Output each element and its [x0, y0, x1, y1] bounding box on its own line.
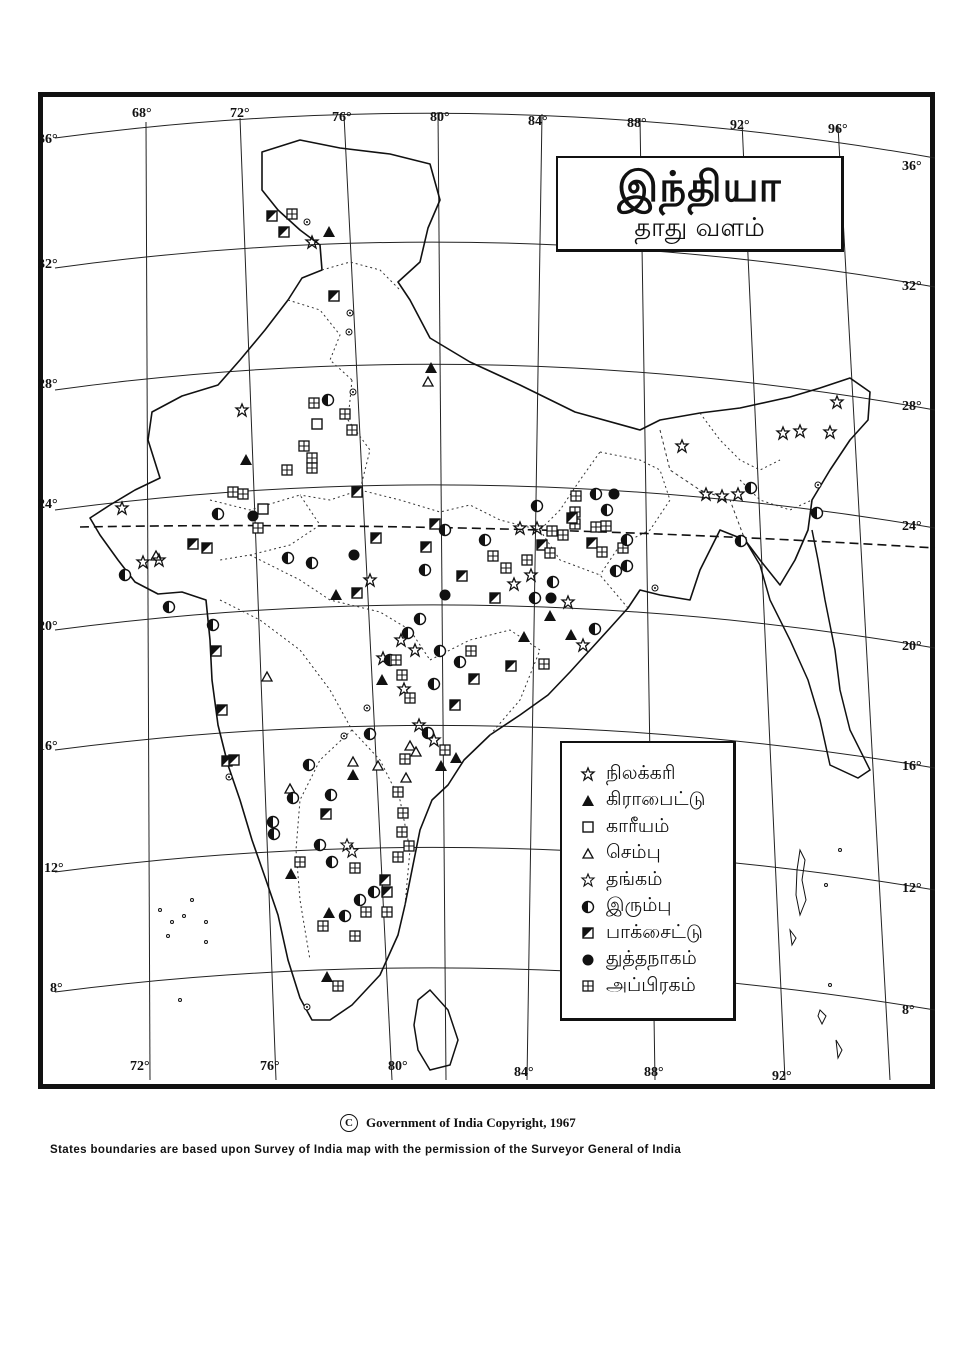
lat-label: 36° — [38, 132, 58, 147]
bauxite-marker — [371, 533, 381, 543]
town-marker — [304, 219, 310, 225]
lon-label: 68° — [132, 106, 152, 121]
iron-marker — [269, 829, 280, 840]
mica-marker — [466, 646, 476, 656]
lon-label: 88° — [644, 1065, 664, 1080]
iron-marker — [365, 729, 376, 740]
lat-label: 24° — [902, 519, 922, 534]
bauxite-marker — [421, 542, 431, 552]
graphite-marker — [376, 674, 388, 685]
town-marker — [815, 482, 821, 488]
iron-marker — [455, 657, 466, 668]
mica-marker — [591, 522, 601, 532]
mica-marker — [571, 491, 581, 501]
lat-label: 24° — [38, 497, 58, 512]
graphite-marker — [321, 971, 333, 982]
lon-label: 72° — [130, 1059, 150, 1074]
coal-marker — [531, 522, 543, 534]
mica-marker — [307, 453, 317, 463]
copyright-icon: C — [340, 1114, 358, 1132]
mica-marker — [391, 655, 401, 665]
lat-label: 20° — [38, 619, 58, 634]
coal-marker — [794, 425, 806, 437]
mica-marker — [393, 852, 403, 862]
iron-icon — [580, 899, 596, 915]
iron-marker — [622, 561, 633, 572]
legend-label: பாக்சைட்டு — [606, 920, 703, 943]
legend-label: தங்கம் — [606, 867, 663, 890]
east-region-outline — [745, 530, 870, 778]
bauxite-marker — [267, 211, 277, 221]
graphite-marker — [518, 631, 530, 642]
mica-marker — [382, 907, 392, 917]
legend-item-gold — [562, 867, 733, 894]
sri-lanka-outline — [414, 990, 458, 1070]
islands — [159, 849, 843, 1059]
copper-marker — [262, 672, 272, 681]
iron-marker — [208, 620, 219, 631]
mica-marker — [309, 398, 319, 408]
mica-marker — [333, 981, 343, 991]
lat-label: 8° — [50, 981, 63, 996]
legend — [560, 741, 736, 1021]
lat-label: 36° — [902, 159, 922, 174]
coal-marker — [716, 490, 728, 502]
iron-marker — [480, 535, 491, 546]
coal-marker — [514, 522, 526, 534]
coal-marker — [508, 578, 520, 590]
town-marker — [346, 329, 352, 335]
iron-marker — [812, 508, 823, 519]
graphite-marker — [565, 629, 577, 640]
coal-marker — [116, 502, 128, 514]
town-marker — [364, 705, 370, 711]
lat-label: 32° — [902, 279, 922, 294]
mica-marker — [397, 670, 407, 680]
mica-marker — [361, 907, 371, 917]
left-latitude-labels — [38, 132, 64, 996]
zinc-marker — [546, 593, 557, 604]
coal-marker — [306, 236, 318, 248]
mica-marker — [539, 659, 549, 669]
iron-marker — [435, 646, 446, 657]
iron-marker — [307, 558, 318, 569]
legend-item-graphite — [562, 788, 733, 815]
iron-marker — [591, 489, 602, 500]
mica-marker — [228, 487, 238, 497]
iron-marker — [611, 566, 622, 577]
graphite-marker — [285, 868, 297, 879]
zinc-icon — [580, 952, 596, 968]
iron-marker — [164, 602, 175, 613]
iron-marker — [369, 887, 380, 898]
iron-marker — [120, 570, 131, 581]
bauxite-marker — [352, 487, 362, 497]
bauxite-marker — [321, 809, 331, 819]
town-marker — [652, 585, 658, 591]
mica-marker — [340, 409, 350, 419]
legend-item-bauxite — [562, 920, 733, 947]
bauxite-marker — [450, 700, 460, 710]
town-marker — [341, 733, 347, 739]
copper-marker — [423, 377, 433, 386]
legend-label: நிலக்கரி — [606, 761, 676, 784]
mica-marker — [299, 441, 309, 451]
mica-marker — [398, 808, 408, 818]
lead-marker — [312, 419, 322, 429]
mica-marker — [295, 857, 305, 867]
bauxite-marker — [382, 887, 392, 897]
india-outline — [90, 140, 870, 1020]
mica-marker — [488, 551, 498, 561]
zinc-marker — [248, 511, 259, 522]
legend-label: இரும்பு — [606, 894, 672, 917]
iron-marker — [602, 505, 613, 516]
lon-label: 72° — [230, 106, 250, 121]
lon-label: 80° — [388, 1059, 408, 1074]
coal-marker — [409, 644, 421, 656]
mica-marker — [601, 521, 611, 531]
mica-icon — [580, 978, 596, 994]
legend-label: கிராபைட்டு — [606, 788, 706, 811]
iron-marker — [323, 395, 334, 406]
graphite-marker — [544, 610, 556, 621]
mica-marker — [545, 548, 555, 558]
bauxite-marker — [217, 705, 227, 715]
lon-label: 84° — [514, 1065, 534, 1080]
legend-label: துத்தநாகம் — [606, 947, 697, 970]
bauxite-marker — [506, 661, 516, 671]
town-marker — [350, 389, 356, 395]
zinc-marker — [440, 590, 451, 601]
iron-marker — [440, 525, 451, 536]
graphite-marker — [323, 226, 335, 237]
legend-item-copper — [562, 841, 733, 868]
iron-marker — [288, 793, 299, 804]
lat-label: 16° — [38, 739, 58, 754]
legend-item-lead — [562, 814, 733, 841]
mica-marker — [318, 921, 328, 931]
iron-marker — [340, 911, 351, 922]
copper-marker — [405, 741, 415, 750]
bauxite-marker — [457, 571, 467, 581]
lat-label: 16° — [902, 759, 922, 774]
iron-marker — [403, 628, 414, 639]
bauxite-marker — [469, 674, 479, 684]
copper-icon — [580, 846, 596, 862]
bangladesh-boundary — [660, 430, 745, 540]
iron-marker — [283, 553, 294, 564]
lon-label: 96° — [828, 122, 848, 137]
iron-marker — [415, 614, 426, 625]
coal-marker — [732, 488, 744, 500]
lat-label: 32° — [38, 257, 58, 272]
mica-marker — [393, 787, 403, 797]
copper-marker — [401, 773, 411, 782]
lon-label: 80° — [430, 110, 450, 125]
graphite-marker — [435, 760, 447, 771]
graphite-marker — [240, 454, 252, 465]
right-latitude-labels — [902, 159, 922, 1018]
legend-label: காரீயம் — [606, 814, 670, 837]
gold-icon — [580, 872, 596, 888]
town-marker — [347, 310, 353, 316]
bauxite-marker — [188, 539, 198, 549]
legend-item-coal — [562, 761, 733, 788]
coal-marker — [676, 440, 688, 452]
top-longitude-labels — [132, 106, 848, 137]
iron-marker — [268, 817, 279, 828]
coal-marker — [562, 596, 574, 608]
iron-marker — [327, 857, 338, 868]
town-marker — [304, 1004, 310, 1010]
lead-marker — [258, 504, 268, 514]
iron-marker — [622, 535, 633, 546]
copyright-line — [340, 1114, 576, 1132]
legend-item-zinc — [562, 947, 733, 974]
zinc-marker — [609, 489, 620, 500]
mica-marker — [238, 489, 248, 499]
iron-marker — [736, 536, 747, 547]
bauxite-marker — [352, 588, 362, 598]
legend-item-mica — [562, 973, 733, 1000]
mica-marker — [440, 745, 450, 755]
mica-marker — [522, 555, 532, 565]
coal-marker — [831, 396, 843, 408]
bauxite-marker — [430, 519, 440, 529]
legend-item-iron — [562, 894, 733, 921]
iron-marker — [530, 593, 541, 604]
mica-marker — [597, 547, 607, 557]
coal-icon — [580, 766, 596, 782]
iron-marker — [423, 728, 434, 739]
iron-marker — [746, 483, 757, 494]
mica-marker — [501, 563, 511, 573]
lat-label: 12° — [902, 881, 922, 896]
bauxite-marker — [329, 291, 339, 301]
legend-label: செம்பு — [606, 841, 661, 864]
graphite-marker — [425, 362, 437, 373]
mica-marker — [307, 463, 317, 473]
bauxite-marker — [211, 646, 221, 656]
graphite-marker — [330, 589, 342, 600]
iron-marker — [315, 840, 326, 851]
iron-marker — [355, 895, 366, 906]
lon-label: 88° — [627, 116, 647, 131]
legend-label: அப்பிரகம் — [606, 973, 696, 996]
iron-marker — [532, 501, 543, 512]
graphite-marker — [347, 769, 359, 780]
bauxite-marker — [380, 875, 390, 885]
zinc-marker — [349, 550, 360, 561]
bauxite-marker — [279, 227, 289, 237]
graphite-marker — [450, 752, 462, 763]
permission-note: States boundaries are based upon Survey of India map with the permission of the Surveyor General of India — [50, 1144, 682, 1156]
copper-marker — [348, 757, 358, 766]
bottom-longitude-labels — [130, 1059, 792, 1084]
bauxite-icon — [580, 925, 596, 941]
mica-marker — [282, 465, 292, 475]
iron-marker — [429, 679, 440, 690]
mica-marker — [287, 209, 297, 219]
mica-marker — [350, 863, 360, 873]
lead-icon — [580, 819, 596, 835]
lon-label: 76° — [260, 1059, 280, 1074]
coal-marker — [777, 427, 789, 439]
lon-label: 92° — [730, 118, 750, 133]
mica-marker — [404, 841, 414, 851]
bauxite-marker — [229, 755, 239, 765]
lon-label: 76° — [332, 110, 352, 125]
iron-marker — [590, 624, 601, 635]
map-subtitle: தாது வளம் — [634, 213, 765, 243]
bauxite-marker — [490, 593, 500, 603]
map-title-box — [556, 156, 844, 252]
mica-marker — [397, 827, 407, 837]
bauxite-marker — [567, 513, 577, 523]
mica-marker — [405, 693, 415, 703]
mica-marker — [347, 425, 357, 435]
coal-marker — [364, 574, 376, 586]
coal-marker — [137, 556, 149, 568]
mica-marker — [350, 931, 360, 941]
map-title: இந்தியா — [617, 162, 782, 211]
mica-marker — [253, 523, 263, 533]
iron-marker — [326, 790, 337, 801]
copper-marker — [373, 761, 383, 770]
coal-marker — [577, 639, 589, 651]
lon-label: 92° — [772, 1069, 792, 1084]
mica-marker — [400, 754, 410, 764]
iron-marker — [420, 565, 431, 576]
lat-label: 28° — [38, 377, 58, 392]
bauxite-marker — [587, 538, 597, 548]
lat-label: 28° — [902, 399, 922, 414]
graphite-marker — [323, 907, 335, 918]
mica-marker — [547, 526, 557, 536]
bauxite-marker — [202, 543, 212, 553]
coal-marker — [824, 426, 836, 438]
copper-marker — [285, 784, 295, 793]
lat-label: 12° — [44, 861, 64, 876]
lat-label: 8° — [902, 1003, 915, 1018]
meridians — [146, 112, 890, 1080]
iron-marker — [548, 577, 559, 588]
iron-marker — [213, 509, 224, 520]
copyright-text: Government of India Copyright, 1967 — [366, 1115, 576, 1130]
lat-label: 20° — [902, 639, 922, 654]
graphite-icon — [580, 793, 596, 809]
iron-marker — [304, 760, 315, 771]
mica-marker — [558, 530, 568, 540]
town-marker — [226, 774, 232, 780]
coal-marker — [236, 404, 248, 416]
lon-label: 84° — [528, 114, 548, 129]
